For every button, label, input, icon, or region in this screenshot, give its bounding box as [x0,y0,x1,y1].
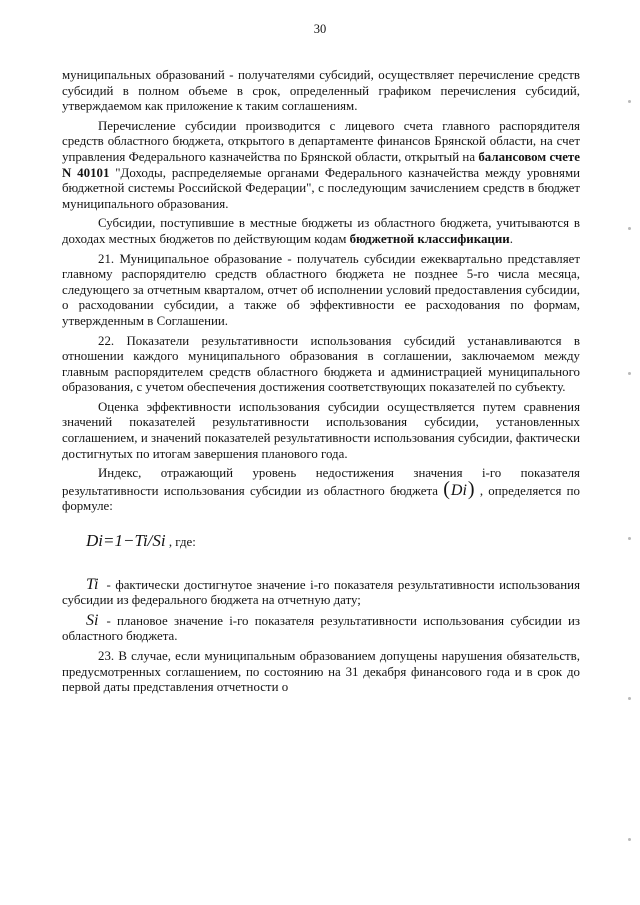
paragraph-transfer [62,119,580,213]
scan-speck [628,697,631,700]
scan-speck [628,100,631,103]
paragraph-continuation: муниципальных образований - получателями субсидий, осуществляет перечисление средств субсидий в полном объеме в срок, определенный графиком перечисления субсидий, утверждаемом как приложение к таким соглашениям. [62,68,580,114]
paragraph-23: 23. В случае, если муниципальным образованием допущены нарушения обязательств, предусмотренных соглашением, по состоянию на 31 декабря финансового года и в срок до первой даты представления отчетности о [62,649,580,695]
paragraph-index [62,466,580,515]
paragraph-22: 22. Показатели результативности использования субсидий устанавливаются в отношении каждого муниципального образования в соглашении, заключаемом между главным распорядителем средств областного бюджета и администрацией муниципального образования, с учетом обеспечения достижения соответствующих показателей по субъекту. [62,333,580,395]
formula-expression: Di=1−Ti/Si [86,531,166,551]
scan-speck [628,227,631,230]
paragraph-evaluation: Оценка эффективности использования субсидии осуществляется путем сравнения значений показателей результативности использования субсидии, установленных соглашением, и значений показателей результативности использования субсидии, фактически достигнутых по итогам завершения планового года. [62,399,580,461]
variable-di: ( Di ) [443,482,474,499]
scan-speck [628,537,631,540]
paragraph-bold-text: балансовом счете N 40101 [62,149,580,180]
variable-si: Si [86,611,99,629]
definition-text: - плановое значение i-го показателя результативности использования субсидии из областного бюджета. [62,613,580,644]
page-number: 30 [313,22,327,36]
paragraph-bold-text: бюджетной классификации [349,231,510,246]
paragraph-text: Субсидии, поступившие в местные бюджеты из областного бюджета, учитываются в доходах местных бюджетов по действующим кодам [62,216,580,246]
paragraph-local-budgets [62,216,580,247]
variable-ti: Ti [86,575,99,593]
paragraph-text: Индекс, отражающий уровень недостижения значения i-го показателя результативности использования субсидии из областного бюджета [62,466,580,498]
definition-si [62,613,580,645]
definition-ti [62,577,580,609]
paragraph-text: "Доходы, распределяемые органами Федерального казначейства между уровнями бюджетной системы Российской Федерации", с последующим зачислением средств в бюджет муниципального образования. [62,165,580,211]
scan-speck [628,372,631,375]
formula-tail: , где: [165,535,196,550]
document-body [62,68,580,700]
paragraph-text: , определяется по формуле: [62,483,580,514]
paragraph-text: Перечисление субсидии производится с лицевого счета главного распорядителя средств областного бюджета, открытого в департаменте финансов Брянской области, на счет управления Федерального казначейства по Брянской области, открытый на [62,118,580,164]
definition-text: - фактически достигнутое значение i-го показателя результативности использования субсидии из федерального бюджета на отчетную дату; [62,577,580,608]
scan-speck [628,838,631,841]
paragraph-text: . [509,231,513,246]
formula [86,533,580,551]
paragraph-21: 21. Муниципальное образование - получатель субсидии ежеквартально представляет главному распорядителю средств областного бюджета не позднее 5-го числа месяца, следующего за отчетным кварталом, отчет об исполнении условий предоставления субсидии, о расходовании субсидии, а также об эффективности ее расходования по формам, утвержденным в Соглашении. [62,251,580,328]
